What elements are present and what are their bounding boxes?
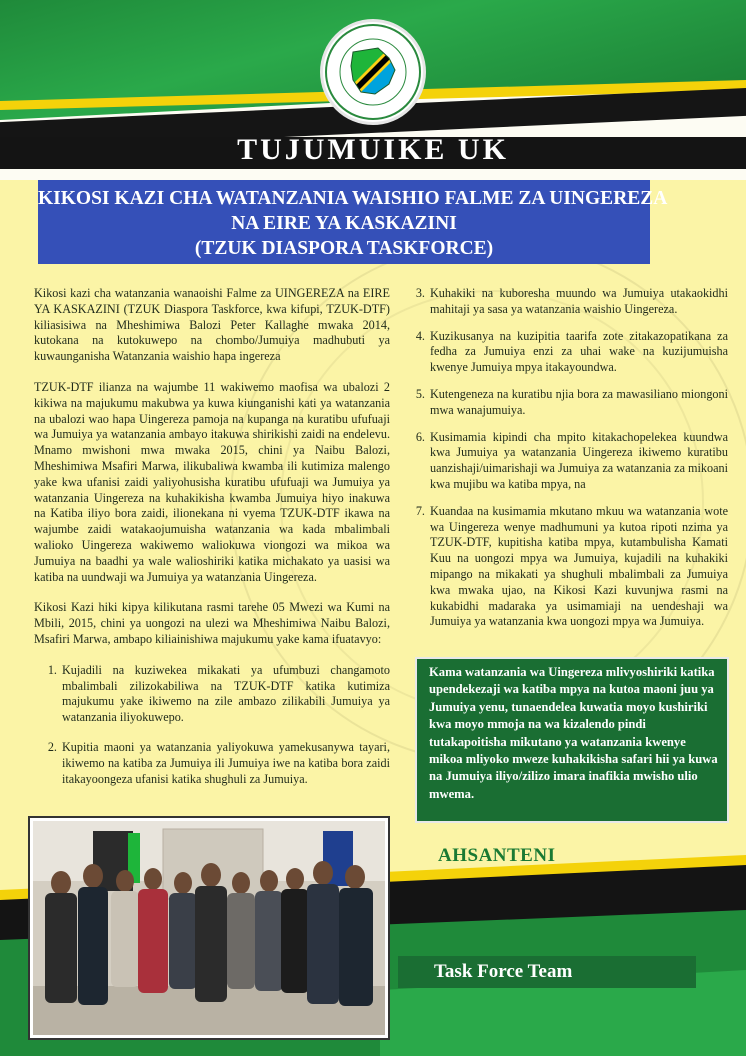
right-column xyxy=(402,286,728,641)
list-item: 1. Kujadili na kuziwekea mikakati ya ufumbuzi changamoto mbalimbali zilizokabiliwa na TZUK-DTF katika kutimiza majukumu yake ikiwemo na zile ambazo zilikabili Jumuiya ya watanzania iliyokuwepo. xyxy=(60,663,390,726)
page-title: TUJUMUIKE UK xyxy=(237,133,509,166)
mandate-list-left xyxy=(34,663,390,788)
callout-box: Kama watanzania wa Uingereza mlivyoshiriki katika upendekezaji wa katiba mpya na kutoa maoni juu ya Jumuiya yenu, tunaendelea kuwatia moyo kushiriki kwa moyo mmoja na wa kizalendo pindi tutakapoitisha mikutano ya watanzania kwenye mikoa mliyoko mweze kuhakikisha safari hii ya kuwa na Jumuiya iliyo/zilizo imara inafikia mwisho ulio mwema. xyxy=(415,657,729,823)
heading-line-3: (TZUK DIASPORA TASKFORCE) xyxy=(194,238,494,259)
group-photo xyxy=(30,818,388,1038)
list-item: 5. Kutengeneza na kuratibu njia bora za mawasiliano miongoni mwa wanajumuiya. xyxy=(428,387,728,419)
list-item: 7. Kuandaa na kusimamia mkutano mkuu wa watanzania wote wa Uingereza wenye madhumuni ya kutoa ripoti nzima ya TZUK-DTF, kupitisha katiba mpya, kutambulisha Kamati Kuu na uongozi mpya wa Jumuiya, kujadili na kuhakiki mipango na mikakati ya shughuli mbalimbali za Jumuiya kwa mwaka ujao, na Kikosi Kazi kuvunjwa rasmi na kukabidhi madaraka ya usimamiaji na uendeshaji wa Jumuiya ya watanzania kwa uongozi mpya wa Jumuiya. xyxy=(428,504,728,630)
left-column xyxy=(34,286,390,801)
mandate-paragraph: Kikosi Kazi hiki kipya kilikutana rasmi tarehe 05 Mwezi wa Kumi na Mbili, 2015, chini ya uongozi na ulezi wa Mheshimiwa Naibu Balozi, Msafiri Marwa, ambapo kiliainishiwa majukumu yake kama ifuatavyo: xyxy=(34,600,390,646)
list-item: 3. Kuhakiki na kuboresha muundo wa Jumuiya utakaokidhi mahitaji ya sasa ya watanzania waishio Uingereza. xyxy=(428,286,728,318)
intro-paragraph: Kikosi kazi cha watanzania wanaoishi Falme za UINGEREZA na EIRE YA KASKAZINI (TZUK Diaspora Taskforce, kwa kifupi, TZUK-DTF) kiliasisiwa na Mheshimiwa Balozi Peter Kallaghe mwaka 2014, kutokana na kutokuwepo na chombo/Jumuiya madhubuti ya kuwaunganisha Watanzania waishio hapa ingereza xyxy=(34,286,390,364)
heading-box xyxy=(38,180,668,264)
list-item: 4. Kuzikusanya na kuzipitia taarifa zote zitakazopatikana za fedha za Jumuiya enzi za uhai wake na kuzijumuisha kwenye Jumuiya mpya itakayoundwa. xyxy=(428,329,728,376)
team-label: Task Force Team xyxy=(398,956,696,988)
thanks-text: AHSANTENI xyxy=(438,845,556,866)
list-item: 2. Kupitia maoni ya watanzania yaliyokuwa yamekusanywa tayari, ikiwemo na katiba za Jumuiya ili Jumuiya iwe na katiba bora zaidi itakayoongeza ufanisi katika shughuli za Jumuiya. xyxy=(60,740,390,787)
tujumuike-logo xyxy=(323,22,423,122)
heading-line-1: KIKOSI KAZI CHA WATANZANIA WAISHIO FALME ZA UINGEREZA xyxy=(38,188,668,209)
list-item: 6. Kusimamia kipindi cha mpito kitakachopelekea kuundwa kwa Jumuiya ya watanzania Uingereza ikiwemo kuratibu uanzishaji/uimarishaji wa Jumuiya za watanzania za mikoani kwa mujibu wa katiba mpya, na xyxy=(428,430,728,493)
history-paragraph: TZUK-DTF ilianza na wajumbe 11 wakiwemo maofisa wa ubalozi 2 kikiwa na majukumu makubwa ya kuwa kiunganishi kati ya watanzania na ubalozi wao hapa Uingereza pamoja na kupanga na kuratibu ufufuaji wa Jumuiya ya watanzania ambayo itakuwa shirikishi zaidi na endelevu. Mnamo mwishoni mwa mwaka 2015, chini ya Naibu Balozi, Mheshimiwa Msafiri Marwa, ilikubaliwa kwamba ili kutimiza malengo yake kwa ufanisi zaidi yaliyohusisha kuratibu ufufuaji wa Jumuiya ya watanzania Uingereza na kuhakikisha kwamba Jumuiya hiyo inakuwa na Katiba iliyo bora zaidi, ilionekana ni vyema TZUK-DTF ikawa na wajumbe zaidi watakaojumuisha watanzania wa kada mbalimbali walioko Uingereza wakiwemo waliokuwa viongozi wa mikoa wa Jumuiya na baadhi ya wale walioshiriki katika michakato ya uasisi wa katiba na uundwaji wa Jumuiya ya watanzania Uingereza. xyxy=(34,379,390,584)
heading-line-2: NA EIRE YA KASKAZINI xyxy=(231,213,457,234)
mandate-list-right xyxy=(402,286,728,630)
